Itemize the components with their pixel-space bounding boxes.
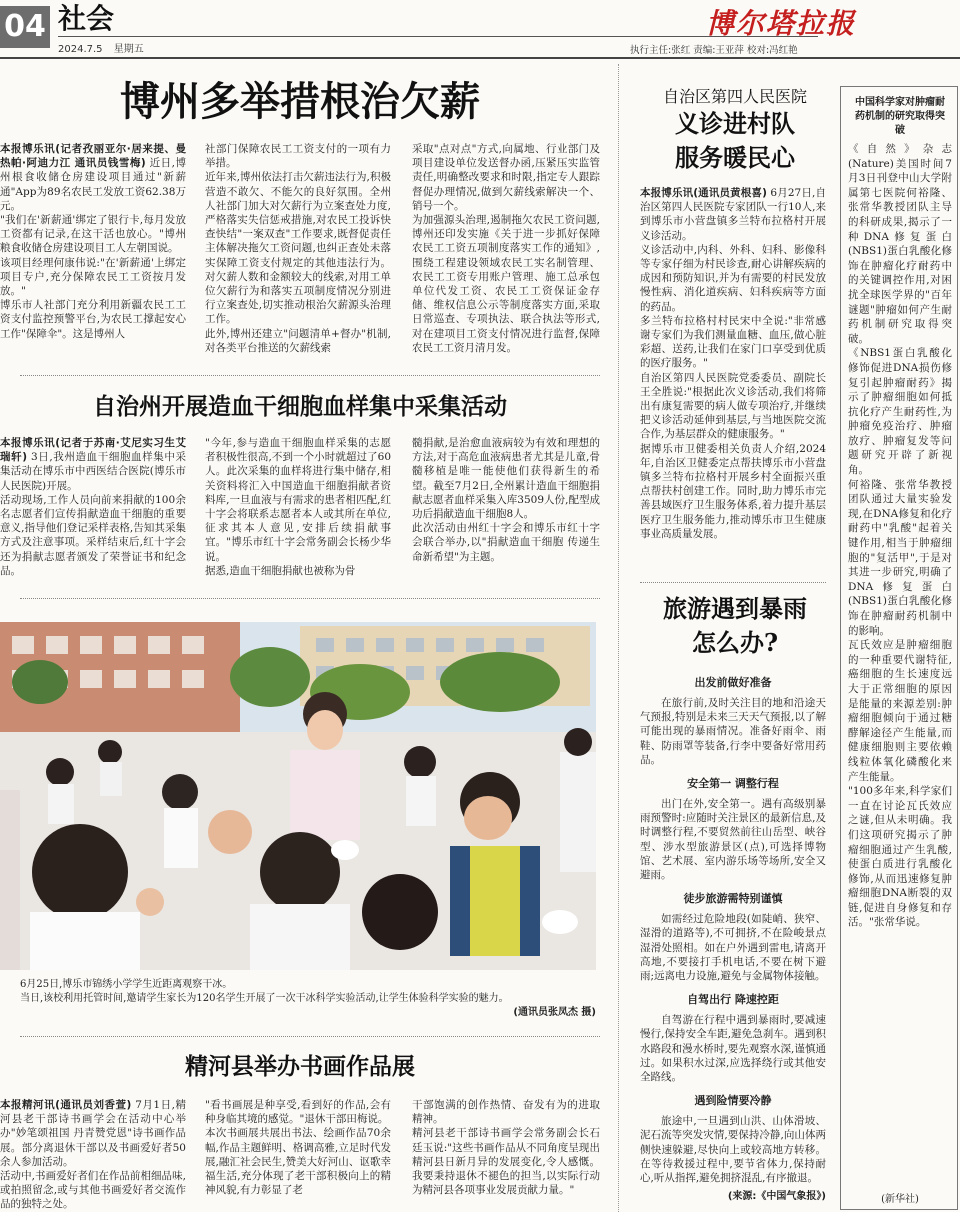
issue-date [58,40,144,55]
article6-body: 《自然》杂志(Nature)美国时间7月3日刊登中山大学附属第七医院何裕隆、张常华教授团队主导的科研成果,揭示了一种DNA修复蛋白(NBS1)蛋白乳酸化修饰在肿瘤化疗耐药中的关键调控作用,对困扰全球医学界的"百年谜题"肿瘤如何产生耐药机制研究取得突破。 《NBS1蛋白乳酸化修饰促进DNA损伤修复引起肿瘤耐药》揭示了肿瘤细胞如何抵抗化疗产生耐药性,为肿瘤免疫治疗、肿瘤放疗、肿瘤复发等问题研究开辟了新视角。 何裕隆、张常华教授团队通过大量实验发现,在DNA修复和化疗耐药中"乳酸"起着关键作用,相当于肿瘤细胞的"复活甲",于是对其进一步研究,明确了DNA修复蛋白(NBS1)蛋白乳酸化修饰在肿瘤耐药机制中的影响。 瓦氏效应是肿瘤细胞的一种重要代谢特征,癌细胞的生长速度远大于正常细胞的原因是能量的来源差别:肿瘤细胞倾向于通过糖酵解途径产生能量,而健康细胞则主要依赖线粒体氧化磷酸化来产生能量。 "100多年来,科学家们一直在讨论瓦氏效应之谜,但从未明确。我们这项研究揭示了肿瘤细胞通过产生乳酸,使蛋白质进行乳酸化修饰,从而迅速修复肿瘤细胞DNA断裂的双链,促进自身修复和存活。"张常华说。 [848,143,952,929]
article3-col2: "看书画展是种享受,看到好的作品,会有种身临其境的感觉。"退休干部田梅说。 本次书画展共展出书法、绘画作品70余幅,作品主题鲜明、格调高雅,立足时代发展,融汇社会民生,赞美大好河山、讴歌幸福生活,充分体现了老干部积极向上的精神风貌,有力彰显了老 [205,1099,391,1197]
article1-lead: 本报博乐讯(记者孜丽亚尔·居来提、曼热帕·阿迪力江 通讯员钱雪梅) [0,143,186,170]
article5-s3-body: 如需经过危险地段(如陡峭、狭窄、湿滑的道路等),不可拥挤,不在险峻景点湿滑处照相。如在户外遇到雷电,请离开高地,不要接打手机电话,不要在树下避雨;远离电力设施,避免与金属物体接触。 [640,913,826,983]
news-photo [0,622,596,970]
article2-lead: 本报博乐讯(记者于苏南·艾尼实习生艾瑞轩) [0,437,186,464]
article6-source: (新华社) [881,1194,919,1205]
article4-lead: 本报博乐讯(通讯员黄根喜) [640,187,767,199]
masthead-logo: 博尔塔拉报 [706,7,857,40]
header-rule-bottom [0,57,960,59]
article3-col1-text: 7月1日,精河县老干部诗书画学会在活动中心举办"妙笔颂祖国 丹青赞党恩"诗书画作品展。部分离退休干部以及书画爱好者50余人参加活动。 活动中,书画爱好者们在作品前相细品味,或拍照留念,或与其他书画爱好者交流作品的独特之处。 [0,1099,186,1210]
section-name: 社会 [58,2,115,35]
article2-col1 [0,436,186,582]
article5-title-line2: 怎么办? [691,628,779,657]
article4-title-line2: 服务暖民心 [675,143,795,172]
divider-4 [640,582,826,583]
article5-body [640,666,826,1212]
editor-credits: 执行主任:张红 责编:王亚萍 校对:冯红艳 [630,45,798,56]
article2-col1-text: 3日,我州造血干细胞血样集中采集活动在博乐市中西医结合医院(博乐市人民医院)开展。 活动现场,工作人员向前来捐献的100余名志愿者们宣传捐献造血干细胞的重要意义,指导他们登记采样表格,告知其采集方式及注意事项。采样结束后,红十字会还为捐献志愿者颁发了荣誉证书和纪念品。 [0,451,186,577]
article5-title-line1: 旅游遇到暴雨 [663,594,807,623]
article5-s5-body: 旅途中,一旦遇到山洪、山体滑坡、泥石流等突发灾情,要保持冷静,向山体两侧快速躲避,尽快向上或较高地方转移。在等待救援过程中,要节省体力,保持耐心,听从指挥,避免拥挤混乱,有序撤退。 [640,1115,826,1185]
article1-col2: 社部门保障农民工工资支付的一项有力举措。 近年来,博州依法打击欠薪违法行为,积极营造不敢欠、不能欠的良好氛围。全州人社部门加大对欠薪行为立案查处力度,严格落实失信惩戒措施,对农民工投诉快查快结"一案双查"工作要求,既督促责任主体解决拖欠工资问题,也纠正查处未落实保障工资支付规定的其他违法行为。对欠薪人数和金额较大的线索,对用工单位欠薪行为和落实五项制度情况分别进行立案查处,切实推动根治欠薪源头治理工作。 此外,博州还建立"问题清单+督办"机制,对各类平台推送的欠薪线索 [205,143,391,354]
header-rule [58,36,818,37]
photo-caption [20,978,596,1020]
article5-s1-title: 出发前做好准备 [694,676,772,689]
article5-s4-title: 自驾出行 降速控距 [687,993,779,1007]
photo-illustration [0,622,596,970]
article5-s2-body: 出门在外,安全第一。遇有高级别暴雨预警时:应随时关注景区的最新信息,及时调整行程,不要贸然前往山岳型、峡谷型、涉水型旅游景区(点),可选择博物馆、艺术展、室内游乐场等场所,安全又避雨。 [640,798,826,882]
weekday: 星期五 [113,44,144,55]
page-number-tab: 04 [0,6,50,48]
article1-col3: 采取"点对点"方式,向属地、行业部门及项目建设单位发送督办函,压紧压实监管责任,明确整改要求和时限,指定专人跟踪督促办理情况,做到欠薪线索解决一个、销号一个。 为加强源头治理,遏制拖欠农民工资问题,博州还印发实施《关于进一步抓好保障农民工工资五项制度落实工作的通知》,围绕工程建设领域农民工实名制管理、农民工工资专用账户管理、施工总承包单位代发工资、农民工工资保证金存储、维权信息公示等制度落实方面,采取日常巡查、专项执法、联合执法等形式,对在建项目工资支付情况进行监督,保障农民工工资月清月发。 [412,143,600,354]
article5-s1-body: 在旅行前,及时关注目的地和沿途天气预报,特别是未来三天天气预报,以了解可能出现的暴雨情况。准备好雨伞、雨鞋、防雨罩等装备,行李中要备好常用药品。 [640,697,826,766]
article5-s3-title: 徒步旅游需特别谨慎 [683,892,783,906]
article2-title: 自治州开展造血干细胞血样集中采集活动 [93,393,507,420]
divider-3 [20,1036,600,1037]
article1-col1 [0,142,186,364]
article6-title: 中国科学家对肿瘤耐药机制的研究取得突破 [855,97,945,136]
article3-col1 [0,1098,186,1210]
article2-col2: "今年,参与造血干细胞血样采集的志愿者积极性很高,不到一个小时就超过了60人。此次采集的血样将进行集中储存,相关资料将汇入中国造血干细胞捐献者资料库,一旦血液与有需求的患者相匹配,红十字会将联系志愿者本人或其所在单位,征求其本人意见,安排后续捐献事宜。"博乐市红十字会常务副会长杨少华说。 据悉,造血干细胞捐献也被称为骨 [205,437,391,577]
article5-source: (来源:《中国气象报》) [727,1191,826,1203]
article3-title: 精河县举办书画作品展 [185,1053,415,1080]
article4-kicker: 自治区第四人民医院 [662,87,807,106]
article1-title: 博州多举措根治欠薪 [120,78,480,125]
article5-s5-title: 遇到险情要冷静 [694,1094,772,1108]
article4-body [640,186,826,578]
article3-lead: 本报精河讯(通讯员刘香萱) [0,1099,132,1111]
article2-col3: 髓捐献,是治愈血液病较为有效和理想的方法,对于高危血液病患者尤其是儿童,骨髓移植是唯一能使他们获得新生的希望。截至7月2日,全州累计造血干细胞捐献志愿者血样采集入库3509人份,配型成功后捐献造血干细胞8人。 此次活动由州红十字会和博乐市红十字会联合举办,以"捐献造血干细胞 传递生命新希望"为主题。 [412,437,600,563]
photo-caption-line1: 6月25日,博乐市锦绣小学学生近距离观察干冰。 [20,979,233,990]
article5-s2-title: 安全第一 调整行程 [687,777,779,791]
article1-col1-text: 近日,博州根食收储仓房建设项目通过"新薪通"App为89名农民工发放工资62.38万元。 "我们在'新薪通'绑定了银行卡,每月发放工资都有记录,在这干活也放心。"博州粮食收储仓房建设项目工人左朝国说。 该项目经理何康伟说:"在'新薪通'上绑定项目专户,充分保障农民工工资按月发放。" 博乐市人社部门充分利用新疆农民工工资支付监控预警平台,为农民工撑起安心工作"保障伞"。这是博州人 [0,157,186,340]
article3-col3: 干部饱满的创作热情、奋发有为的进取精神。 精河县老干部诗书画学会常务副会长石廷玉说:"这些书画作品从不同角度呈现出精河县日新月异的发展变化,令人感慨。我要秉持退休不褪色的担当,以实际行动为精河县各项事业发展贡献力量。" [412,1099,600,1197]
date: 2024.7.5 [58,44,103,55]
column-divider-left [618,64,619,1212]
divider-2 [20,598,600,599]
article5-s4-body: 自驾游在行程中遇到暴雨时,要减速慢行,保持安全车距,避免急刹车。遇到积水路段和漫水桥时,要先观察水深,谨慎通过。如果积水过深,应选择绕行或其他安全路线。 [640,1014,826,1084]
article4-title-line1: 义诊进村队 [675,109,795,138]
article4-body-text: 6月27日,自治区第四人民医院专家团队一行10人,来到博乐市小营盘镇多兰特布拉格村开展义诊活动。 义诊活动中,内科、外科、妇科、影像科等专家仔细为村民诊查,耐心讲解疾病的成因和预防知识,并为有需要的村民发放慢性病、消化道疾病、妇科疾病等方面的药品。 多兰特布拉格村村民宋中全说:"非常感谢专家们为我们测量血糖、血压,做心脏彩超、送药,让我们在家门口享受到优质的医疗服务。" 自治区第四人民医院党委委员、副院长王全胜说:"根据此次义诊活动,我们将筛出有康复需要的病人做专项治疗,并继续把义诊活动延伸到基层,与当地医院交流合作,为基层群众的健康服务。" 据博乐市卫健委相关负责人介绍,2024年,自治区卫健委定点帮扶博乐市小营盘镇多兰特布拉格村开展乡村全面振兴重点帮扶村创建工作。同时,助力博乐市完善县域医疗卫生服务体系,着力提升基层医疗卫生服务能力,推动博乐市卫生健康事业高质量发展。 [640,187,826,540]
photo-caption-line2: 当日,该校利用托管时间,邀请学生家长为120名学生开展了一次干冰科学实验活动,让学生体验科学实验的魅力。 [20,993,509,1004]
divider-1 [20,375,600,376]
photo-credit: (通讯员张凤杰 摄) [513,1007,596,1018]
